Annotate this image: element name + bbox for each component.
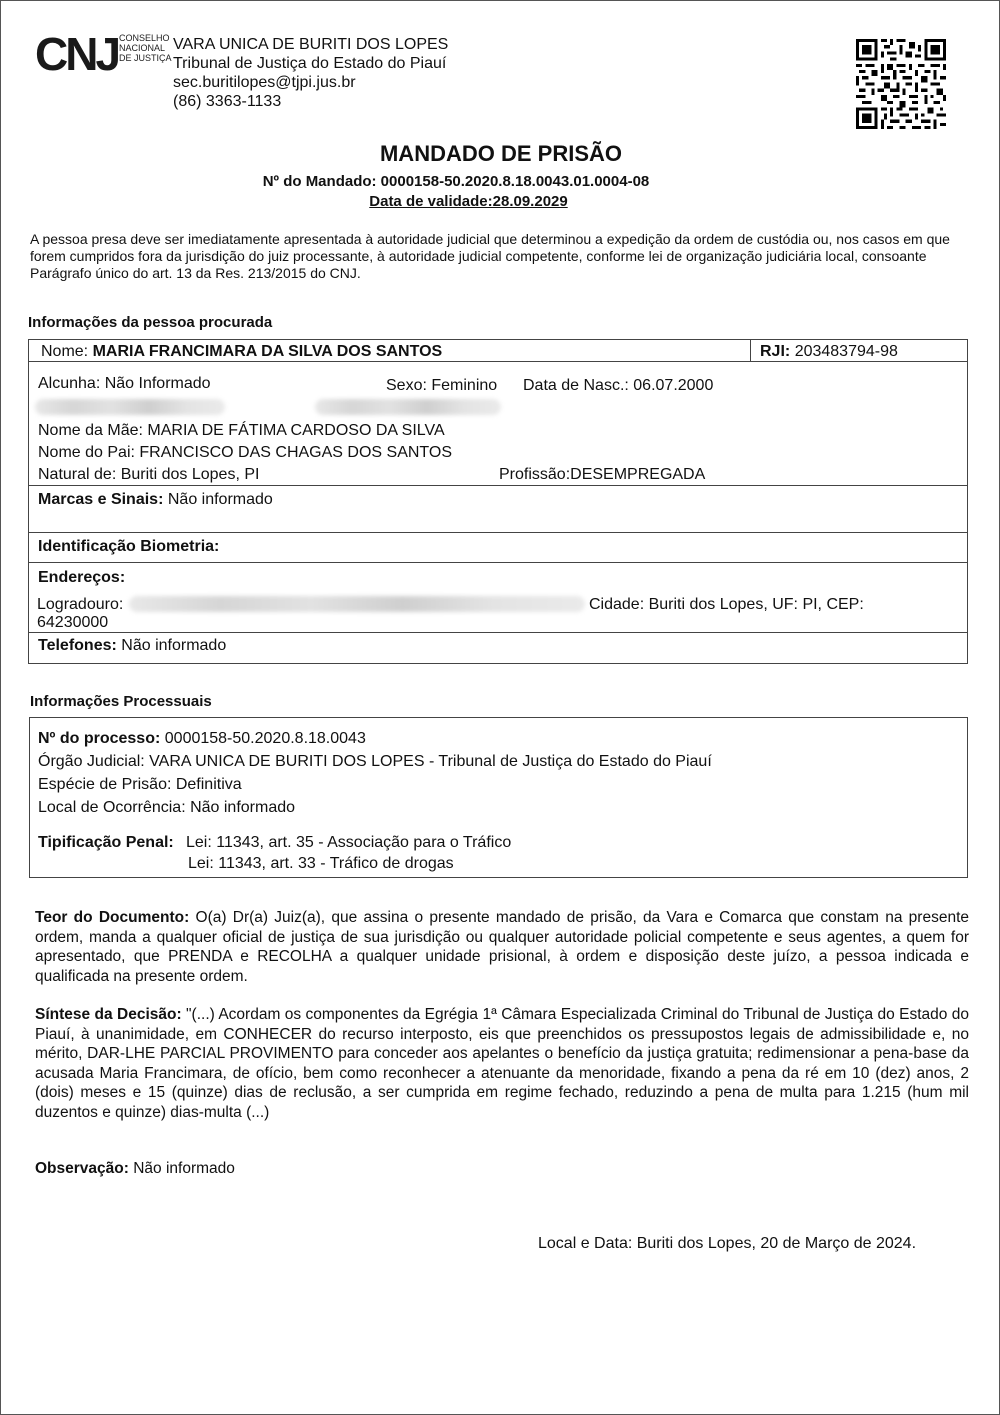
redacted-address (129, 596, 585, 612)
court-name: VARA UNICA DE BURITI DOS LOPES (173, 36, 449, 53)
biometry-label: Identificação Biometria: (38, 538, 220, 555)
penal-item: Lei: 11343, art. 33 - Tráfico de drogas (188, 855, 454, 872)
cnj-logo (35, 28, 175, 80)
document-title: MANDADO DE PRISÃO (379, 141, 622, 166)
arrest-type: Espécie de Prisão: Definitiva (38, 776, 242, 793)
redacted-document-field (35, 399, 225, 415)
person-alias: Alcunha: Não Informado (38, 375, 211, 392)
street-label: Logradouro: (37, 596, 124, 613)
person-name: Nome: MARIA FRANCIMARA DA SILVA DOS SANTOS (41, 343, 443, 360)
warrant-number: Nº do Mandado: 0000158-50.2020.8.18.0043.01.0004-08 (262, 173, 650, 190)
person-marks: Marcas e Sinais: Não informado (38, 491, 273, 508)
process-number: Nº do processo: 0000158-50.2020.8.18.0043 (38, 730, 366, 747)
process-section-title: Informações Processuais (30, 693, 212, 710)
validity-date: Data de validade:28.09.2029 (369, 193, 568, 210)
address-city: Cidade: Buriti dos Lopes, UF: PI, CEP: (589, 596, 864, 613)
person-father: Nome do Pai: FRANCISCO DAS CHAGAS DOS SANTOS (38, 444, 453, 461)
observation: Observação: Não informado (35, 1160, 235, 1177)
person-birthplace: Natural de: Buriti dos Lopes, PI (38, 466, 260, 483)
person-phones: Telefones: Não informado (38, 637, 227, 654)
custody-notice: A pessoa presa deve ser imediatamente apresentada à autoridade judicial que determinou a expedição da ordem de custódia ou, nos casos em que forem cumpridos fora da jurisdição do juiz processante, à autoridade judicial competente, conforme lei de organização judiciária local, consoante Parágrafo único do art. 13 da Res. 213/2015 do CNJ. (30, 231, 950, 281)
person-profession: Profissão:DESEMPREGADA (499, 466, 706, 483)
qr-code-icon (856, 39, 946, 129)
person-rji: RJI: 203483794-98 (760, 343, 898, 360)
decision-summary: Síntese da Decisão: "(...) Acordam os componentes da Egrégia 1ª Câmara Especializada Criminal do Tribunal de Justiça do Estado do Piauí, à unanimidade, em CONHECER do recurso interposto, eis que preenchidos os pressupostos legais de admissibilidade e, no mérito, DAR-LHE PARCIAL PROVIMENTO para conceder aos apelantes o benefício da justiça gratuita; redimensionar a pena-base da acusada Maria Francimara, de ofício, bem como reconhecer a atenuante da menoridade, fixando a pena da ré em 10 (dez) anos, 2 (dois) meses e 15 (quinze) dias de reclusão, a ser cumprida em regime fechado, reduzindo a pena de multa para 1.215 (hum mil duzentos e quinze) dias-multa (...) (35, 1006, 969, 1121)
process-info-box (29, 717, 968, 878)
addresses-label: Endereços: (38, 569, 126, 586)
judicial-organ: Órgão Judicial: VARA UNICA DE BURITI DOS LOPES - Tribunal de Justiça do Estado do Piauí (38, 753, 712, 770)
document-content: Teor do Documento: O(a) Dr(a) Juiz(a), que assina o presente mandado de prisão, da Vara e Comarca que constam na presente ordem, manda a qualquer oficial de justiça de sua jurisdição ou qualquer autoridade policial competente e seus agentes, a quem for apresentado, que PRENDA e RECOLHA a qualquer unidade prisional, à ordem e disposição deste juízo, a pessoa indicada e qualificada na presente ordem. (35, 909, 970, 985)
redacted-document-field (315, 399, 501, 415)
tribunal-name: Tribunal de Justiça do Estado do Piauí (173, 55, 447, 72)
court-phone: (86) 3363-1133 (173, 93, 282, 110)
cnj-logo-mark: CNJ (35, 28, 119, 80)
cnj-logo-subtitle: CONSELHO NACIONAL DE JUSTIÇA (119, 33, 172, 63)
person-info-box (28, 339, 968, 664)
penal-label: Tipificação Penal: (38, 834, 174, 851)
penal-item: Lei: 11343, art. 35 - Associação para o Tráfico (186, 834, 512, 851)
address-cep: 64230000 (37, 614, 109, 631)
person-sex: Sexo: Feminino (386, 377, 498, 394)
person-section-title: Informações da pessoa procurada (28, 314, 273, 331)
person-mother: Nome da Mãe: MARIA DE FÁTIMA CARDOSO DA SILVA (38, 422, 445, 439)
court-email: sec.buritilopes@tjpi.jus.br (173, 74, 356, 91)
place-and-date: Local e Data: Buriti dos Lopes, 20 de Março de 2024. (538, 1235, 917, 1252)
person-birth-date: Data de Nasc.: 06.07.2000 (523, 377, 714, 394)
occurrence-place: Local de Ocorrência: Não informado (38, 799, 296, 816)
